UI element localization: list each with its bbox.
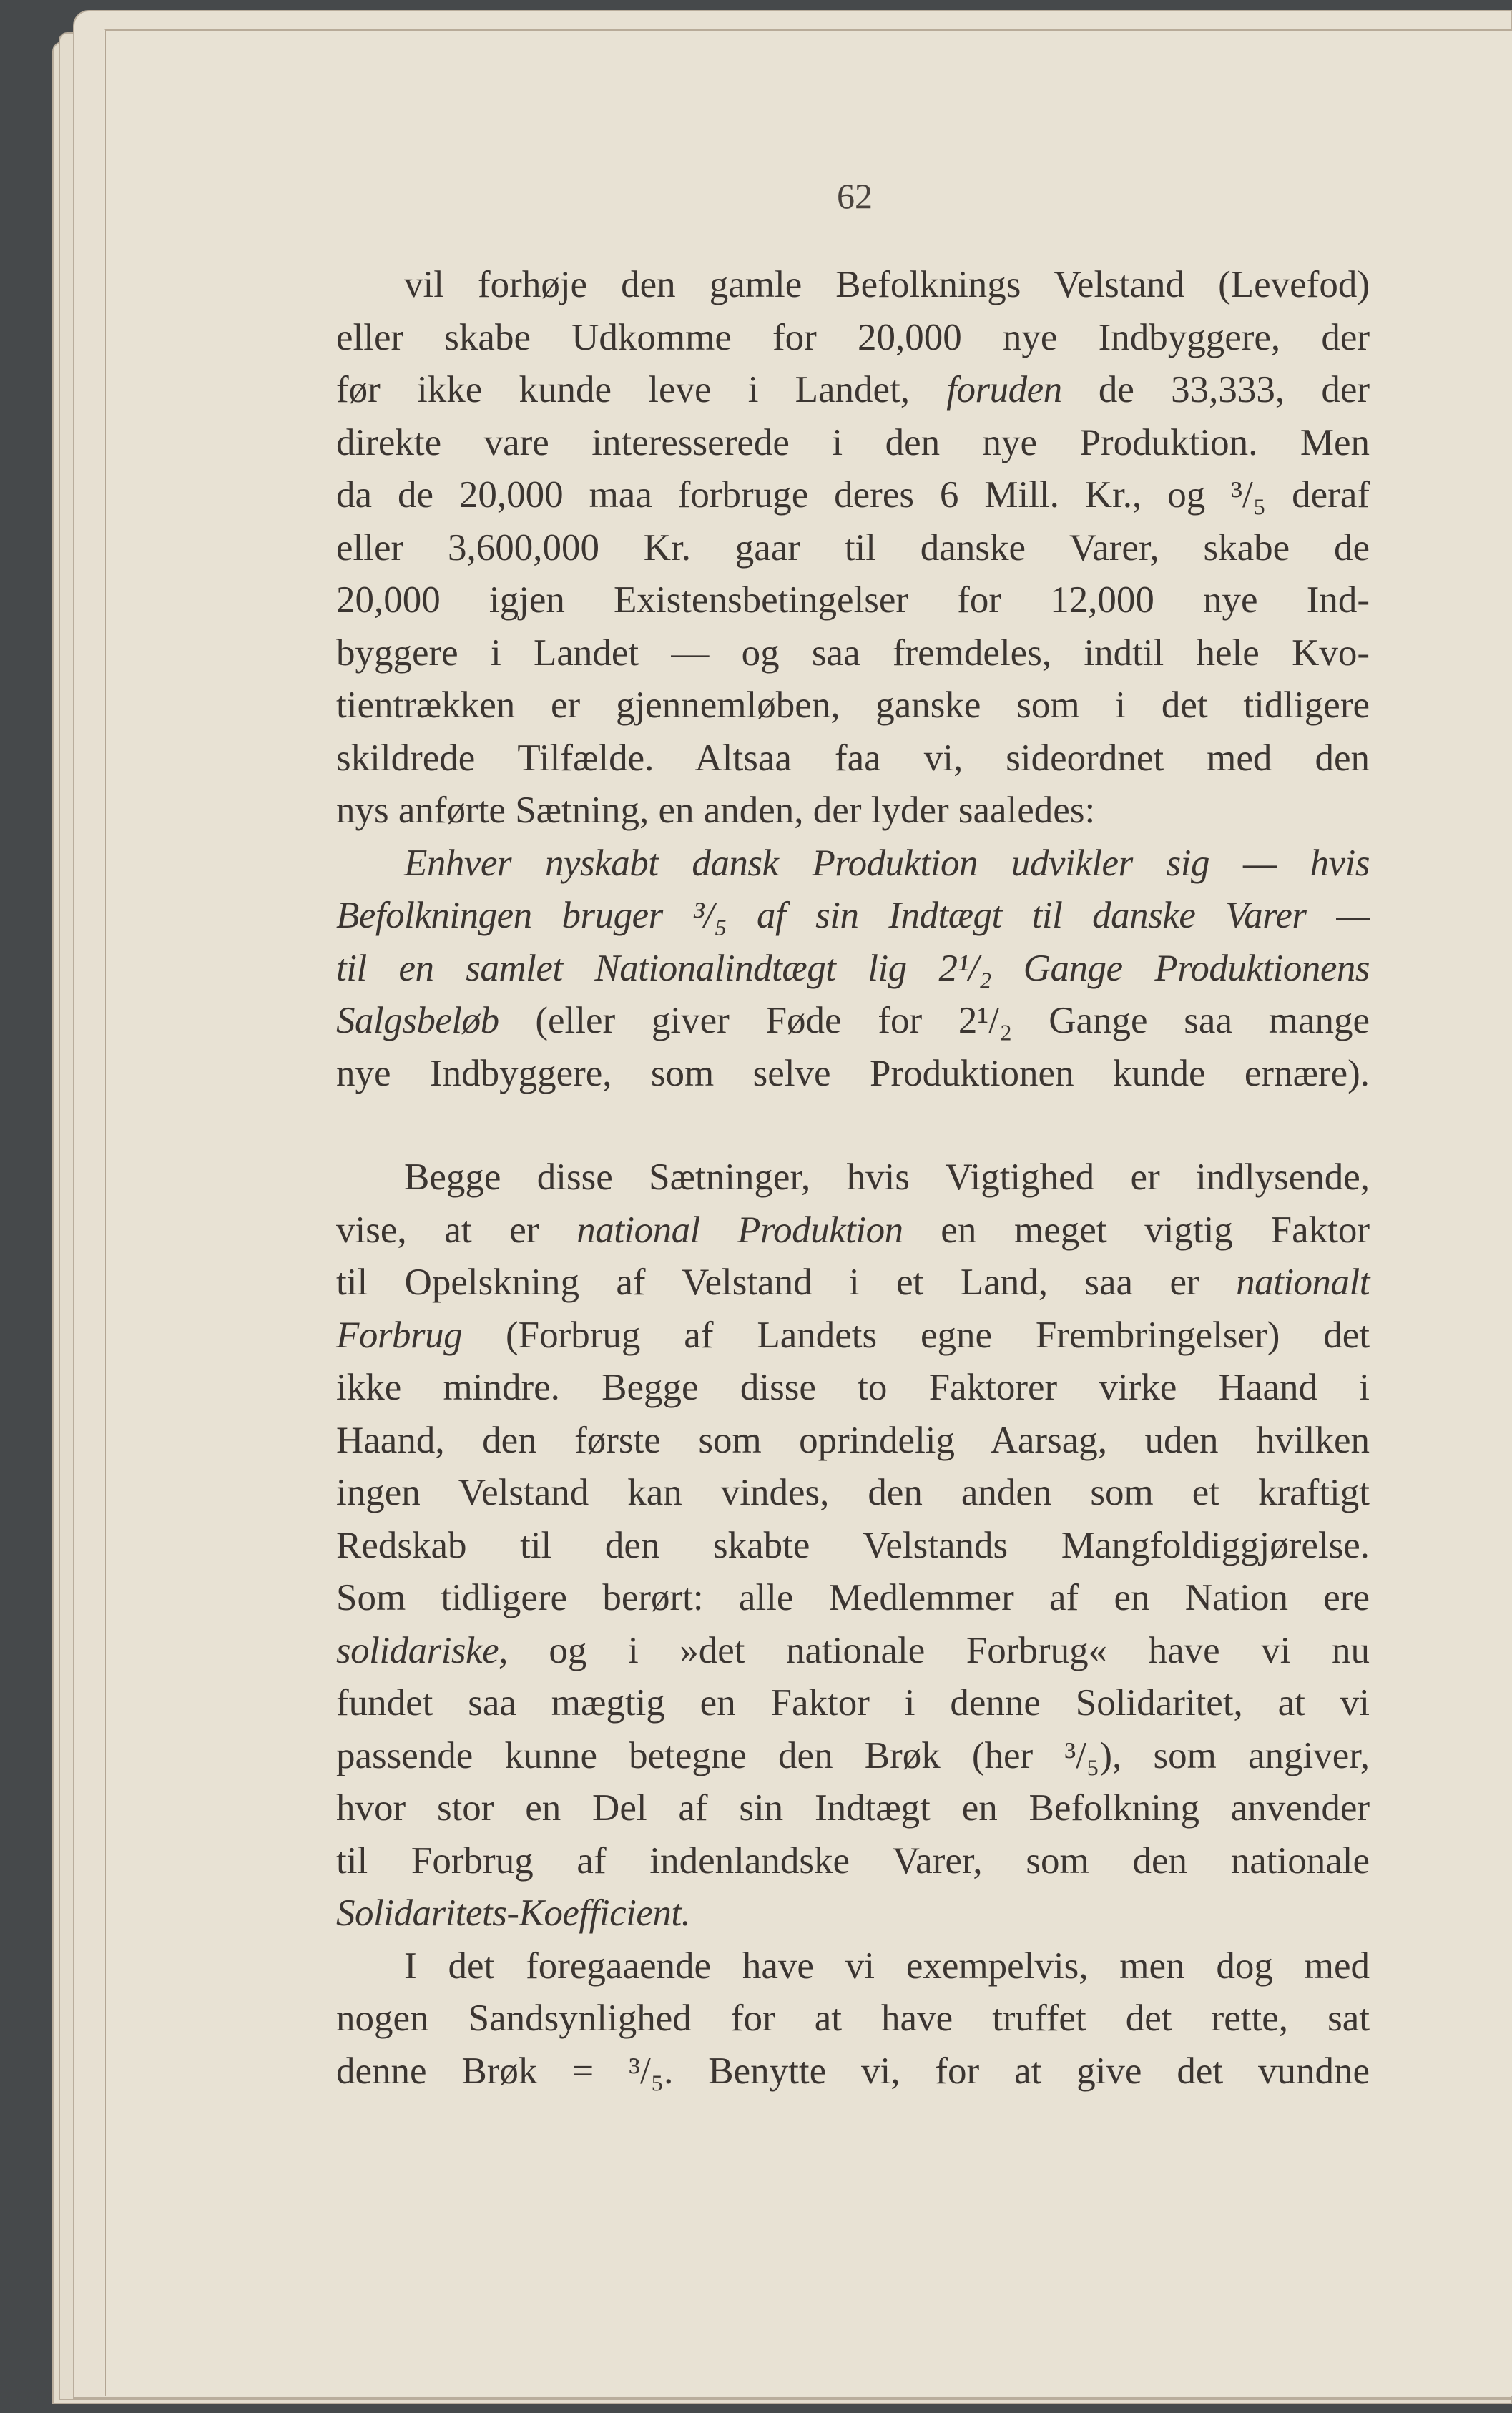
- text-line: [336, 1572, 1370, 1625]
- text-segment: og i »det nationale Forbrug« have vi nu: [507, 1629, 1370, 1671]
- italic-text: Salgsbeløb: [336, 1000, 499, 1041]
- text-segment: Redskab til den skabte Velstands Mangfoldiggjørelse.: [336, 1524, 1370, 1566]
- text-line: [336, 1677, 1370, 1730]
- text-line: [336, 417, 1370, 470]
- italic-text: til en samlet Nationalindtægt lig 2¹/₂ Gange Produktionens: [336, 947, 1370, 989]
- text-line: [336, 1887, 1370, 1940]
- text-segment: nye Indbyggere, som selve Produktionen kunde ernære).: [336, 1052, 1370, 1094]
- paragraph: [336, 1151, 1370, 1940]
- text-line: [336, 1362, 1370, 1415]
- text-segment: Haand, den første som oprindelig Aarsag, uden hvilken: [336, 1419, 1370, 1461]
- text-line: [336, 679, 1370, 732]
- italic-text: nationalt: [1236, 1262, 1370, 1303]
- text-line: [336, 364, 1370, 417]
- text-segment: en meget vigtig Faktor: [903, 1209, 1370, 1251]
- text-segment: Som tidligere berørt: alle Medlemmer af en Nation ere: [336, 1577, 1370, 1618]
- text-segment: 20,000 igjen Existensbetingelser for 12,000 nye Ind-: [336, 579, 1370, 621]
- text-segment: ingen Velstand kan vindes, den anden som et kraftigt: [336, 1472, 1370, 1513]
- text-segment: hvor stor en Del af sin Indtægt en Befolkning anvender: [336, 1787, 1370, 1829]
- text-line: [336, 943, 1370, 996]
- text-line: [336, 2045, 1370, 2098]
- text-segment: nys anførte Sætning, en anden, der lyder saaledes:: [336, 790, 1096, 831]
- text-segment: (Forbrug af Landets egne Frembringelser) det: [462, 1314, 1370, 1356]
- text-line: [336, 1204, 1370, 1257]
- text-line: [336, 1415, 1370, 1468]
- text-segment: direkte vare interesserede i den nye Produktion. Men: [336, 421, 1370, 463]
- text-segment: før ikke kunde leve i Landet,: [336, 369, 947, 411]
- text-segment: til Forbrug af indenlandske Varer, som den nationale: [336, 1839, 1370, 1882]
- text-line: [336, 837, 1370, 890]
- text-segment: da de 20,000 maa forbruge deres 6 Mill. Kr., og ³/₅ deraf: [336, 474, 1370, 516]
- paragraph: [336, 837, 1370, 1101]
- text-line: [336, 259, 1370, 312]
- text-line: [336, 890, 1370, 943]
- paragraph: [336, 259, 1370, 837]
- text-line: [336, 627, 1370, 680]
- text-line: [336, 574, 1370, 627]
- text-line: [336, 1467, 1370, 1520]
- text-segment: nogen Sandsynlighed for at have truffet det rette, sat: [336, 1997, 1370, 2039]
- text-line: [336, 995, 1370, 1048]
- text-line: [336, 1625, 1370, 1678]
- text-line: [336, 1835, 1370, 1888]
- paragraph: [336, 1940, 1370, 2098]
- text-segment: eller 3,600,000 Kr. gaar til danske Varer, skabe de: [336, 526, 1370, 569]
- text-line: [336, 312, 1370, 365]
- text-line: [336, 1257, 1370, 1309]
- text-segment: ikke mindre. Begge disse to Faktorer virke Haand i: [336, 1367, 1370, 1408]
- text-line: [336, 1309, 1370, 1362]
- text-segment: vise, at er: [336, 1209, 577, 1251]
- text-line: [336, 522, 1370, 575]
- text-segment: Begge disse Sætninger, hvis Vigtighed er indlysende,: [404, 1156, 1370, 1198]
- text-segment: fundet saa mægtig en Faktor i denne Solidaritet, at vi: [336, 1682, 1370, 1724]
- text-segment: tientrækken er gjennemløben, ganske som i det tidligere: [336, 684, 1370, 726]
- text-line: [336, 1151, 1370, 1204]
- text-line: [336, 1940, 1370, 1993]
- text-segment: I det foregaaende have vi exempelvis, men dog med: [404, 1945, 1370, 1987]
- text-line: [336, 1048, 1370, 1101]
- text-line: [336, 469, 1370, 522]
- italic-text: Befolkningen bruger ³/₅ af sin Indtægt til danske Varer —: [336, 895, 1370, 936]
- italic-text: solidariske,: [336, 1629, 508, 1671]
- italic-text: foruden: [946, 369, 1062, 411]
- italic-text: national Produktion: [576, 1209, 903, 1251]
- text-segment: (eller giver Føde for 2¹/₂ Gange saa mange: [499, 1000, 1370, 1041]
- text-line: [336, 785, 1370, 837]
- italic-text: Enhver nyskabt dansk Produktion udvikler sig — hvis: [404, 842, 1370, 884]
- text-line: [336, 1992, 1370, 2045]
- page-number: 62: [837, 176, 873, 216]
- body-text: [336, 259, 1370, 2098]
- italic-text: Solidaritets-Koefficient.: [336, 1892, 691, 1934]
- text-segment: eller skabe Udkomme for 20,000 nye Indbyggere, der: [336, 316, 1370, 358]
- text-segment: denne Brøk = ³/₅. Benytte vi, for at give det vundne: [336, 2050, 1370, 2092]
- text-segment: byggere i Landet — og saa fremdeles, indtil hele Kvo-: [336, 631, 1370, 674]
- text-line: [336, 1782, 1370, 1835]
- text-segment: de 33,333, der: [1061, 369, 1370, 411]
- text-line: [336, 1520, 1370, 1573]
- text-segment: vil forhøje den gamle Befolknings Velstand (Levefod): [404, 264, 1370, 305]
- text-segment: passende kunne betegne den Brøk (her ³/₅), som angiver,: [336, 1734, 1370, 1776]
- text-segment: til Opelskning af Velstand i et Land, saa er: [336, 1262, 1237, 1303]
- text-line: [336, 1730, 1370, 1783]
- italic-text: Forbrug: [336, 1314, 463, 1356]
- text-line: [336, 732, 1370, 785]
- text-segment: skildrede Tilfælde. Altsaa faa vi, sideordnet med den: [336, 737, 1370, 779]
